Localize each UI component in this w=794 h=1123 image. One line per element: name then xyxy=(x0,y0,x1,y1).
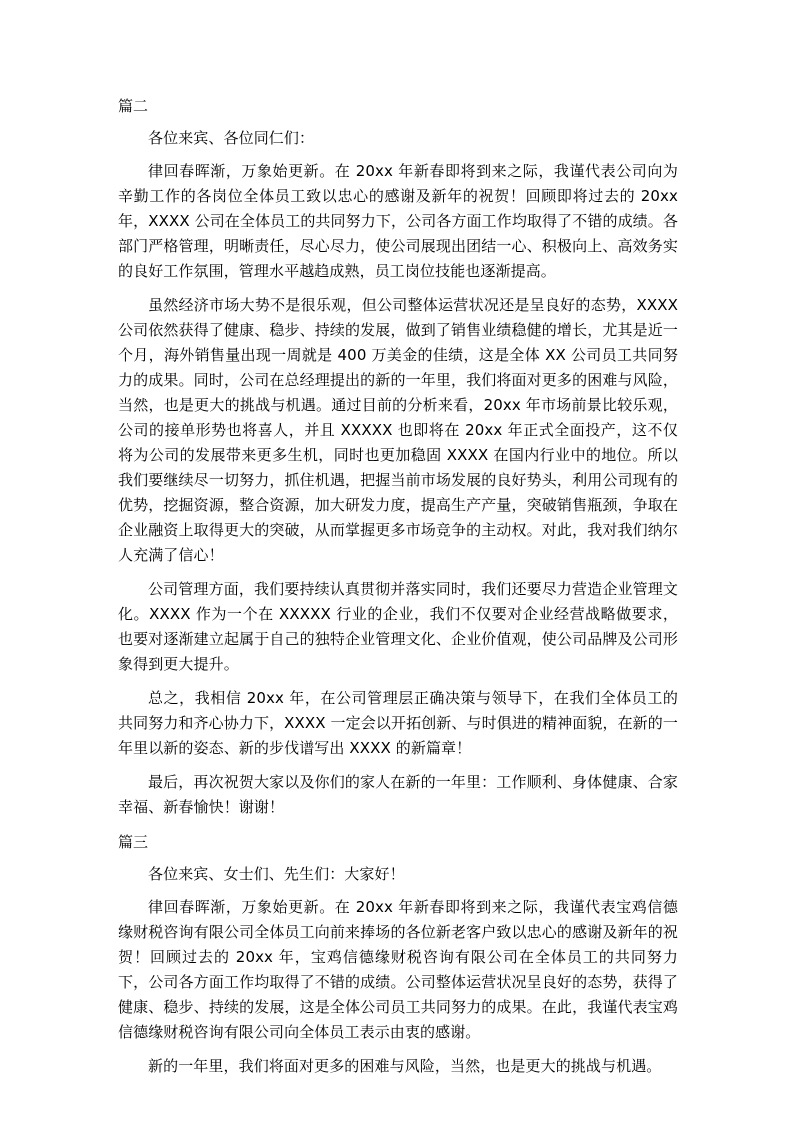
body-paragraph: 总之，我相信 20xx 年，在公司管理层正确决策与领导下，在我们全体员工的共同努力和齐心协力下，XXXX 一定会以开拓创新、与时俱进的精神面貌，在新的一年里以新的姿态、新的步伐谱写出 XXXX 的新篇章！ xyxy=(118,689,678,757)
closing-paragraph: 最后，再次祝贺大家以及你们的家人在新的一年里：工作顺利、身体健康、合家幸福、新春愉快！谢谢！ xyxy=(118,773,678,816)
greeting-paragraph: 各位来宾、女士们、先生们：大家好！ xyxy=(148,865,405,883)
body-paragraph: 公司管理方面，我们要持续认真贯彻并落实同时，我们还要尽力营造企业管理文化。XXXX 作为一个在 XXXXX 行业的企业，我们不仅要对企业经营战略做要求，也要对逐渐建立起属于自己的独特企业管理文化、企业价值观，使公司品牌及公司形象得到更大提升。 xyxy=(118,580,678,673)
document-body xyxy=(118,93,678,1088)
body-paragraph: 律回春晖渐，万象始更新。在 20xx 年新春即将到来之际，我谨代表宝鸡信德缘财税咨询有限公司全体员工向前来捧场的各位新老客户致以忠心的感谢及新年的祝贺！回顾过去的 20xx 年，宝鸡信德缘财税咨询有限公司在全体员工的共同努力下，公司各方面工作均取得了不错的成绩。公司整体运营状况呈良好的态势，获得了健康、稳步、持续的发展，这是全体公司员工共同努力的成果。在此，我谨代表宝鸡信德缘财税咨询有限公司向全体员工表示由衷的感谢。 xyxy=(118,898,678,1041)
body-paragraph: 虽然经济市场大势不是很乐观，但公司整体运营状况还是呈良好的态势，XXXX 公司依然获得了健康、稳步、持续的发展，做到了销售业绩稳健的增长，尤其是近一个月，海外销售量出现一周就是 400 万美金的佳绩，这是全体 XX 公司员工共同努力的成果。同时，公司在总经理提出的新的一年里，我们将面对更多的困难与风险，当然，也是更大的挑战与机遇。通过目前的分析来看，20xx 年市场前景比较乐观，公司的接单形势也将喜人，并且 XXXXX 也即将在 20xx 年正式全面投产，这不仅将为公司的发展带来更多生机，同时也更加稳固 XXXX 在国内行业中的地位。所以我们要继续尽一切努力，抓住机遇，把握当前市场发展的良好势头，利用公司现有的优势，挖掘资源，整合资源，加大研发力度，提高生产产量，突破销售瓶颈，争取在企业融资上取得更大的突破，从而掌握更多市场竞争的主动权。对此，我对我们纳尔人充满了信心！ xyxy=(118,296,678,564)
body-paragraph: 新的一年里，我们将面对更多的困难与风险，当然，也是更大的挑战与机遇。 xyxy=(148,1057,662,1075)
greeting-paragraph: 各位来宾、各位同仁们： xyxy=(148,129,315,147)
section-heading-2: 篇二 xyxy=(118,97,149,115)
body-paragraph: 律回春晖渐，万象始更新。在 20xx 年新春即将到来之际，我谨代表公司向为辛勤工作的各岗位全体员工致以忠心的感谢及新年的祝贺！回顾即将过去的 20xx 年，XXXX 公司在全体员工的共同努力下，公司各方面工作均取得了不错的成绩。各部门严格管理，明晰责任，尽心尽力，使公司展现出团结一心、积极向上、高效务实的良好工作氛围，管理水平越趋成熟，员工岗位技能也逐渐提高。 xyxy=(118,162,678,280)
section-heading-3: 篇三 xyxy=(118,833,149,851)
